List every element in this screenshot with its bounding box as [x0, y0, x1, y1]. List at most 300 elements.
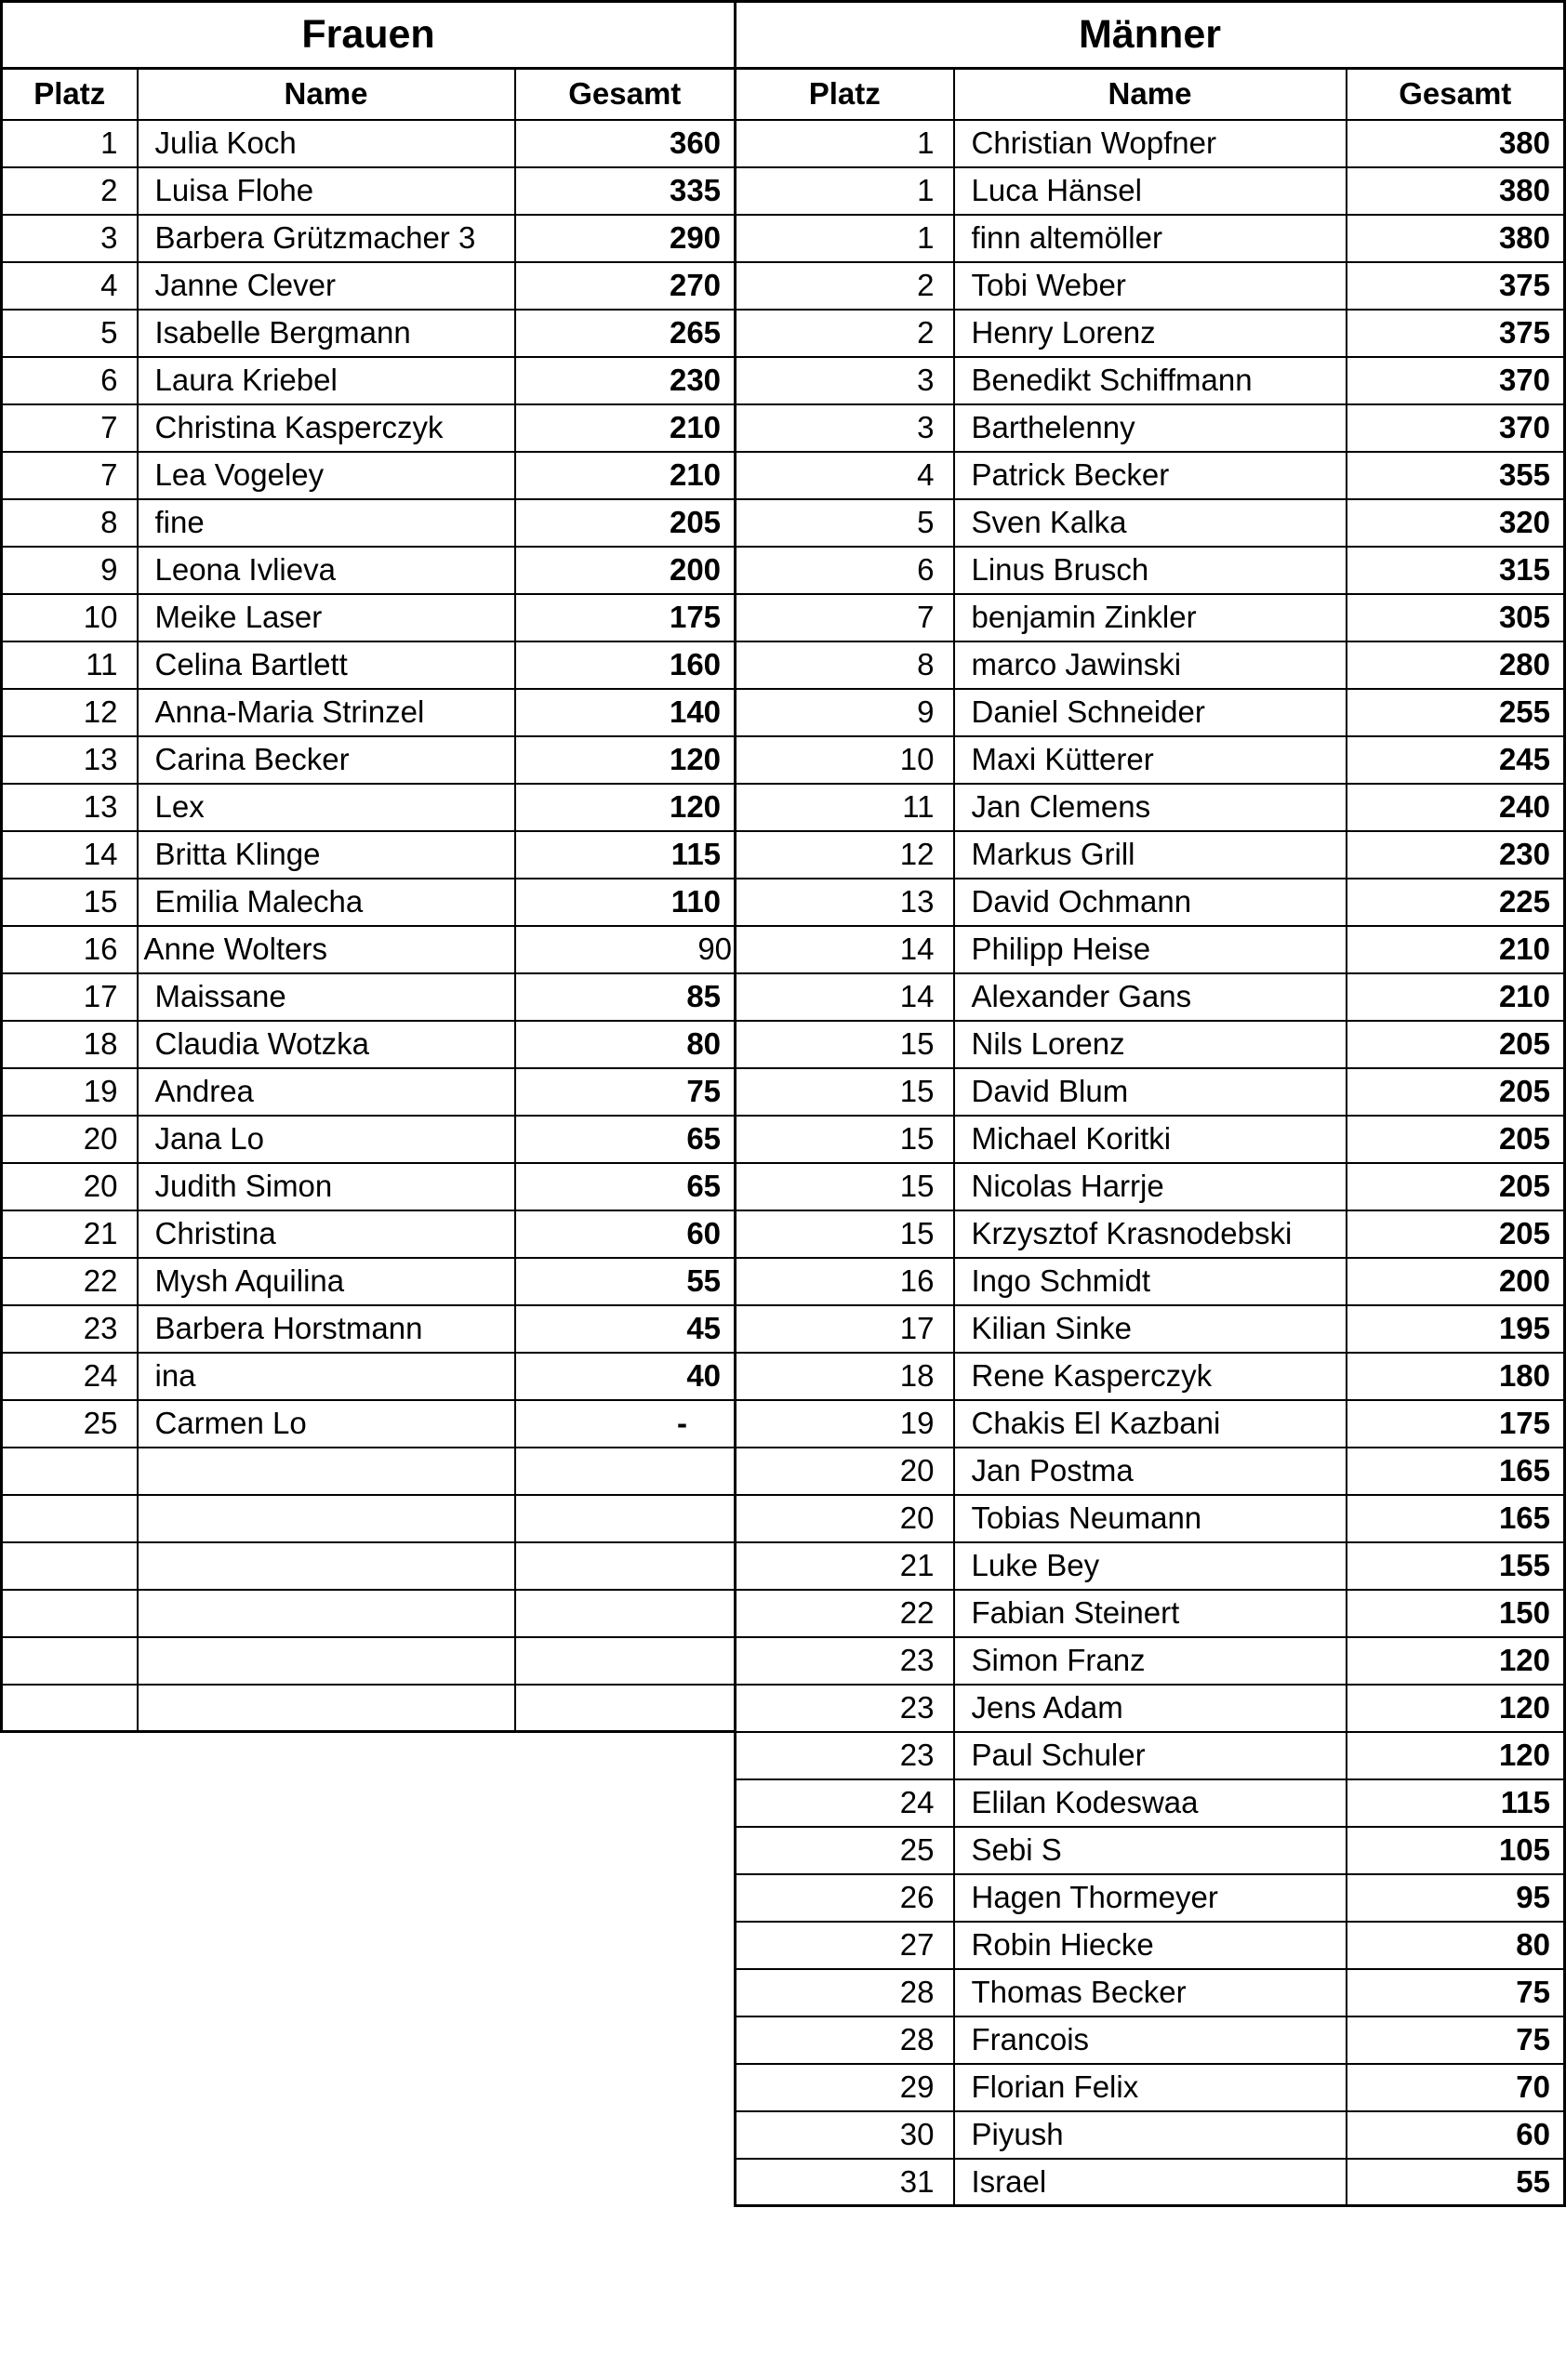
table-row — [736, 1068, 1565, 1116]
table-row — [736, 452, 1565, 499]
table-row — [2, 1116, 736, 1163]
gesamt-cell: 200 — [515, 547, 736, 594]
name-cell: Francois — [954, 2016, 1347, 2064]
name-cell: Benedikt Schiffmann — [954, 357, 1347, 404]
name-cell: fine — [138, 499, 515, 547]
platz-cell: 1 — [736, 167, 954, 215]
men-table-body — [736, 120, 1565, 2206]
name-cell: Luisa Flohe — [138, 167, 515, 215]
name-cell: Celina Bartlett — [138, 641, 515, 689]
gesamt-cell: 95 — [1347, 1874, 1565, 1922]
platz-cell: 11 — [736, 784, 954, 831]
name-cell: Carmen Lo — [138, 1400, 515, 1448]
gesamt-cell: 85 — [515, 973, 736, 1021]
table-row — [2, 1068, 736, 1116]
gesamt-cell: 120 — [1347, 1685, 1565, 1732]
gesamt-cell: 155 — [1347, 1542, 1565, 1590]
gesamt-cell: 205 — [1347, 1068, 1565, 1116]
table-row — [736, 357, 1565, 404]
men-header-name: Name — [954, 69, 1347, 120]
name-cell: Jana Lo — [138, 1116, 515, 1163]
table-row — [2, 1400, 736, 1448]
platz-cell: 24 — [2, 1353, 138, 1400]
name-cell: Christina — [138, 1210, 515, 1258]
gesamt-cell: 205 — [1347, 1163, 1565, 1210]
platz-cell: 11 — [2, 641, 138, 689]
table-row — [736, 1732, 1565, 1779]
table-row — [736, 736, 1565, 784]
table-row — [2, 310, 736, 357]
table-row — [736, 1163, 1565, 1210]
platz-cell: 20 — [2, 1116, 138, 1163]
name-cell: Daniel Schneider — [954, 689, 1347, 736]
table-row — [2, 1163, 736, 1210]
table-row — [736, 404, 1565, 452]
name-cell: Florian Felix — [954, 2064, 1347, 2111]
name-cell: ina — [138, 1353, 515, 1400]
gesamt-cell: 80 — [1347, 1922, 1565, 1969]
gesamt-cell: 210 — [1347, 926, 1565, 973]
platz-cell: 28 — [736, 1969, 954, 2016]
name-cell: Henry Lorenz — [954, 310, 1347, 357]
platz-cell: 4 — [736, 452, 954, 499]
name-cell: Krzysztof Krasnodebski — [954, 1210, 1347, 1258]
table-row — [2, 641, 736, 689]
table-row — [2, 1210, 736, 1258]
platz-cell: 5 — [736, 499, 954, 547]
gesamt-cell: 205 — [515, 499, 736, 547]
gesamt-cell: 380 — [1347, 215, 1565, 262]
name-cell: Christina Kasperczyk — [138, 404, 515, 452]
table-row — [736, 1448, 1565, 1495]
name-cell: Paul Schuler — [954, 1732, 1347, 1779]
table-row — [2, 215, 736, 262]
table-row — [736, 215, 1565, 262]
platz-cell: 26 — [736, 1874, 954, 1922]
platz-cell: 7 — [2, 404, 138, 452]
table-row — [2, 1305, 736, 1353]
name-cell: Piyush — [954, 2111, 1347, 2159]
gesamt-cell: 370 — [1347, 404, 1565, 452]
table-row — [2, 404, 736, 452]
name-cell: Julia Koch — [138, 120, 515, 167]
gesamt-cell: 245 — [1347, 736, 1565, 784]
name-cell: Lea Vogeley — [138, 452, 515, 499]
gesamt-cell — [515, 1590, 736, 1637]
name-cell: Rene Kasperczyk — [954, 1353, 1347, 1400]
platz-cell: 1 — [2, 120, 138, 167]
gesamt-cell: 60 — [515, 1210, 736, 1258]
name-cell: Simon Franz — [954, 1637, 1347, 1685]
platz-cell: 7 — [2, 452, 138, 499]
name-cell: Hagen Thormeyer — [954, 1874, 1347, 1922]
gesamt-cell: 120 — [1347, 1637, 1565, 1685]
gesamt-cell: 225 — [1347, 879, 1565, 926]
platz-cell: 2 — [2, 167, 138, 215]
gesamt-cell: 210 — [1347, 973, 1565, 1021]
table-row — [2, 167, 736, 215]
gesamt-cell: 240 — [1347, 784, 1565, 831]
table-row — [2, 689, 736, 736]
table-row — [736, 1116, 1565, 1163]
platz-cell: 13 — [2, 784, 138, 831]
platz-cell: 18 — [2, 1021, 138, 1068]
name-cell: Philipp Heise — [954, 926, 1347, 973]
name-cell — [138, 1685, 515, 1732]
gesamt-cell: 375 — [1347, 262, 1565, 310]
name-cell: Jan Postma — [954, 1448, 1347, 1495]
gesamt-cell: 55 — [1347, 2159, 1565, 2206]
gesamt-cell: 120 — [1347, 1732, 1565, 1779]
table-row — [2, 1353, 736, 1400]
gesamt-cell: 115 — [515, 831, 736, 879]
name-cell: Elilan Kodeswaa — [954, 1779, 1347, 1827]
name-cell: Barbera Horstmann — [138, 1305, 515, 1353]
gesamt-cell: 75 — [1347, 2016, 1565, 2064]
platz-cell: 22 — [736, 1590, 954, 1637]
table-row — [2, 452, 736, 499]
name-cell: Alexander Gans — [954, 973, 1347, 1021]
table-row — [736, 689, 1565, 736]
platz-cell — [2, 1685, 138, 1732]
platz-cell — [2, 1542, 138, 1590]
table-row — [736, 167, 1565, 215]
gesamt-cell: 115 — [1347, 1779, 1565, 1827]
name-cell: Nils Lorenz — [954, 1021, 1347, 1068]
name-cell: David Ochmann — [954, 879, 1347, 926]
table-row — [2, 1495, 736, 1542]
men-table-title: Männer — [736, 2, 1565, 69]
platz-cell — [2, 1448, 138, 1495]
table-row — [2, 1021, 736, 1068]
table-row — [736, 1542, 1565, 1590]
table-row — [2, 1542, 736, 1590]
platz-cell: 14 — [736, 926, 954, 973]
table-row — [736, 1779, 1565, 1827]
gesamt-cell: 45 — [515, 1305, 736, 1353]
gesamt-cell: 65 — [515, 1116, 736, 1163]
platz-cell: 22 — [2, 1258, 138, 1305]
name-cell: Sven Kalka — [954, 499, 1347, 547]
platz-cell: 19 — [2, 1068, 138, 1116]
name-cell: Tobi Weber — [954, 262, 1347, 310]
platz-cell: 18 — [736, 1353, 954, 1400]
name-cell: Anne Wolters — [138, 926, 515, 973]
table-row — [736, 1210, 1565, 1258]
gesamt-cell: 195 — [1347, 1305, 1565, 1353]
table-row — [736, 1400, 1565, 1448]
table-row — [736, 2016, 1565, 2064]
women-header-name: Name — [138, 69, 515, 120]
platz-cell: 6 — [2, 357, 138, 404]
gesamt-cell: 120 — [515, 736, 736, 784]
platz-cell: 19 — [736, 1400, 954, 1448]
name-cell: Emilia Malecha — [138, 879, 515, 926]
table-row — [736, 1922, 1565, 1969]
gesamt-cell: 290 — [515, 215, 736, 262]
table-row — [736, 120, 1565, 167]
gesamt-cell — [515, 1542, 736, 1590]
name-cell: Patrick Becker — [954, 452, 1347, 499]
gesamt-cell: 105 — [1347, 1827, 1565, 1874]
gesamt-cell: 110 — [515, 879, 736, 926]
gesamt-cell: 380 — [1347, 120, 1565, 167]
table-row — [736, 641, 1565, 689]
platz-cell: 8 — [736, 641, 954, 689]
platz-cell: 21 — [736, 1542, 954, 1590]
gesamt-cell: 75 — [1347, 1969, 1565, 2016]
platz-cell: 23 — [736, 1732, 954, 1779]
table-row — [2, 357, 736, 404]
gesamt-cell: 355 — [1347, 452, 1565, 499]
gesamt-cell: 180 — [1347, 1353, 1565, 1400]
platz-cell: 15 — [736, 1021, 954, 1068]
name-cell: Israel — [954, 2159, 1347, 2206]
table-row — [2, 1637, 736, 1685]
gesamt-cell: 255 — [1347, 689, 1565, 736]
platz-cell: 14 — [2, 831, 138, 879]
name-cell: Ingo Schmidt — [954, 1258, 1347, 1305]
name-cell: Britta Klinge — [138, 831, 515, 879]
women-header-gesamt: Gesamt — [515, 69, 736, 120]
platz-cell: 15 — [736, 1210, 954, 1258]
platz-cell: 14 — [736, 973, 954, 1021]
platz-cell: 15 — [736, 1163, 954, 1210]
name-cell: Michael Koritki — [954, 1116, 1347, 1163]
platz-cell: 4 — [2, 262, 138, 310]
name-cell: finn altemöller — [954, 215, 1347, 262]
table-row — [736, 2111, 1565, 2159]
gesamt-cell — [515, 1448, 736, 1495]
gesamt-cell: 75 — [515, 1068, 736, 1116]
platz-cell: 27 — [736, 1922, 954, 1969]
table-row — [736, 1969, 1565, 2016]
table-row — [736, 1590, 1565, 1637]
platz-cell: 20 — [736, 1495, 954, 1542]
gesamt-cell: 320 — [1347, 499, 1565, 547]
platz-cell: 8 — [2, 499, 138, 547]
name-cell: Carina Becker — [138, 736, 515, 784]
platz-cell: 17 — [2, 973, 138, 1021]
name-cell: marco Jawinski — [954, 641, 1347, 689]
gesamt-cell: 70 — [1347, 2064, 1565, 2111]
name-cell: Mysh Aquilina — [138, 1258, 515, 1305]
gesamt-cell: 60 — [1347, 2111, 1565, 2159]
platz-cell: 28 — [736, 2016, 954, 2064]
name-cell: Laura Kriebel — [138, 357, 515, 404]
table-row — [736, 1258, 1565, 1305]
name-cell: Fabian Steinert — [954, 1590, 1347, 1637]
table-row — [736, 310, 1565, 357]
table-row — [2, 926, 736, 973]
name-cell: Anna-Maria Strinzel — [138, 689, 515, 736]
table-row — [736, 879, 1565, 926]
table-row — [2, 879, 736, 926]
platz-cell: 9 — [736, 689, 954, 736]
men-ranking-table — [734, 0, 1566, 2207]
gesamt-cell: - — [515, 1400, 736, 1448]
table-row — [736, 1021, 1565, 1068]
name-cell: Claudia Wotzka — [138, 1021, 515, 1068]
table-row — [2, 1258, 736, 1305]
platz-cell: 7 — [736, 594, 954, 641]
platz-cell: 16 — [736, 1258, 954, 1305]
platz-cell: 20 — [2, 1163, 138, 1210]
name-cell — [138, 1542, 515, 1590]
gesamt-cell: 175 — [515, 594, 736, 641]
gesamt-cell: 270 — [515, 262, 736, 310]
table-row — [736, 2064, 1565, 2111]
gesamt-cell: 120 — [515, 784, 736, 831]
name-cell: Nicolas Harrje — [954, 1163, 1347, 1210]
name-cell: Maissane — [138, 973, 515, 1021]
table-row — [736, 499, 1565, 547]
table-row — [736, 594, 1565, 641]
platz-cell: 24 — [736, 1779, 954, 1827]
platz-cell: 10 — [736, 736, 954, 784]
name-cell: Barbera Grützmacher 3 — [138, 215, 515, 262]
name-cell — [138, 1448, 515, 1495]
name-cell: Judith Simon — [138, 1163, 515, 1210]
name-cell: David Blum — [954, 1068, 1347, 1116]
gesamt-cell: 230 — [515, 357, 736, 404]
table-row — [2, 831, 736, 879]
table-row — [736, 973, 1565, 1021]
gesamt-cell: 140 — [515, 689, 736, 736]
gesamt-cell: 55 — [515, 1258, 736, 1305]
platz-cell: 15 — [736, 1116, 954, 1163]
gesamt-cell: 380 — [1347, 167, 1565, 215]
platz-cell: 21 — [2, 1210, 138, 1258]
table-row — [736, 2159, 1565, 2206]
table-row — [2, 1448, 736, 1495]
gesamt-cell: 40 — [515, 1353, 736, 1400]
platz-cell: 3 — [2, 215, 138, 262]
table-row — [736, 1827, 1565, 1874]
platz-cell: 10 — [2, 594, 138, 641]
gesamt-cell: 175 — [1347, 1400, 1565, 1448]
name-cell: Jan Clemens — [954, 784, 1347, 831]
name-cell: Isabelle Bergmann — [138, 310, 515, 357]
platz-cell — [2, 1495, 138, 1542]
platz-cell: 17 — [736, 1305, 954, 1353]
name-cell: Luca Hänsel — [954, 167, 1347, 215]
men-header-platz: Platz — [736, 69, 954, 120]
name-cell: Sebi S — [954, 1827, 1347, 1874]
platz-cell — [2, 1590, 138, 1637]
name-cell — [138, 1637, 515, 1685]
table-row — [2, 120, 736, 167]
gesamt-cell: 370 — [1347, 357, 1565, 404]
table-row — [736, 831, 1565, 879]
gesamt-cell: 375 — [1347, 310, 1565, 357]
name-cell: Kilian Sinke — [954, 1305, 1347, 1353]
platz-cell: 12 — [2, 689, 138, 736]
table-row — [736, 1685, 1565, 1732]
gesamt-cell: 230 — [1347, 831, 1565, 879]
table-row — [736, 1353, 1565, 1400]
table-row — [2, 499, 736, 547]
women-table-title: Frauen — [2, 2, 736, 69]
name-cell: Maxi Kütterer — [954, 736, 1347, 784]
platz-cell: 9 — [2, 547, 138, 594]
name-cell: Christian Wopfner — [954, 120, 1347, 167]
table-row — [736, 1637, 1565, 1685]
platz-cell: 23 — [736, 1685, 954, 1732]
table-row — [736, 784, 1565, 831]
platz-cell: 3 — [736, 357, 954, 404]
platz-cell — [2, 1637, 138, 1685]
table-row — [2, 973, 736, 1021]
gesamt-cell: 360 — [515, 120, 736, 167]
name-cell: Thomas Becker — [954, 1969, 1347, 2016]
platz-cell: 31 — [736, 2159, 954, 2206]
gesamt-cell: 205 — [1347, 1116, 1565, 1163]
platz-cell: 15 — [736, 1068, 954, 1116]
table-row — [736, 547, 1565, 594]
table-row — [2, 547, 736, 594]
platz-cell: 1 — [736, 120, 954, 167]
table-row — [2, 784, 736, 831]
name-cell: Tobias Neumann — [954, 1495, 1347, 1542]
platz-cell: 2 — [736, 310, 954, 357]
table-row — [2, 736, 736, 784]
gesamt-cell — [515, 1495, 736, 1542]
name-cell: Jens Adam — [954, 1685, 1347, 1732]
name-cell: Chakis El Kazbani — [954, 1400, 1347, 1448]
name-cell: Leona Ivlieva — [138, 547, 515, 594]
platz-cell: 15 — [2, 879, 138, 926]
gesamt-cell — [515, 1685, 736, 1732]
table-row — [2, 1590, 736, 1637]
table-row — [2, 1685, 736, 1732]
gesamt-cell: 305 — [1347, 594, 1565, 641]
gesamt-cell: 200 — [1347, 1258, 1565, 1305]
gesamt-cell: 205 — [1347, 1210, 1565, 1258]
platz-cell: 13 — [2, 736, 138, 784]
gesamt-cell: 210 — [515, 404, 736, 452]
gesamt-cell: 315 — [1347, 547, 1565, 594]
table-row — [2, 262, 736, 310]
platz-cell: 23 — [2, 1305, 138, 1353]
name-cell: Janne Clever — [138, 262, 515, 310]
table-row — [736, 1495, 1565, 1542]
name-cell: Meike Laser — [138, 594, 515, 641]
platz-cell: 25 — [736, 1827, 954, 1874]
name-cell — [138, 1590, 515, 1637]
platz-cell: 2 — [736, 262, 954, 310]
gesamt-cell: 90 — [515, 926, 736, 973]
platz-cell: 30 — [736, 2111, 954, 2159]
table-row — [736, 926, 1565, 973]
name-cell: Luke Bey — [954, 1542, 1347, 1590]
name-cell: Linus Brusch — [954, 547, 1347, 594]
gesamt-cell: 280 — [1347, 641, 1565, 689]
platz-cell: 25 — [2, 1400, 138, 1448]
gesamt-cell: 265 — [515, 310, 736, 357]
gesamt-cell: 165 — [1347, 1448, 1565, 1495]
women-table-body — [2, 120, 736, 1732]
gesamt-cell — [515, 1637, 736, 1685]
name-cell: Andrea — [138, 1068, 515, 1116]
platz-cell: 1 — [736, 215, 954, 262]
name-cell — [138, 1495, 515, 1542]
platz-cell: 20 — [736, 1448, 954, 1495]
platz-cell: 6 — [736, 547, 954, 594]
gesamt-cell: 160 — [515, 641, 736, 689]
name-cell: Lex — [138, 784, 515, 831]
platz-cell: 23 — [736, 1637, 954, 1685]
